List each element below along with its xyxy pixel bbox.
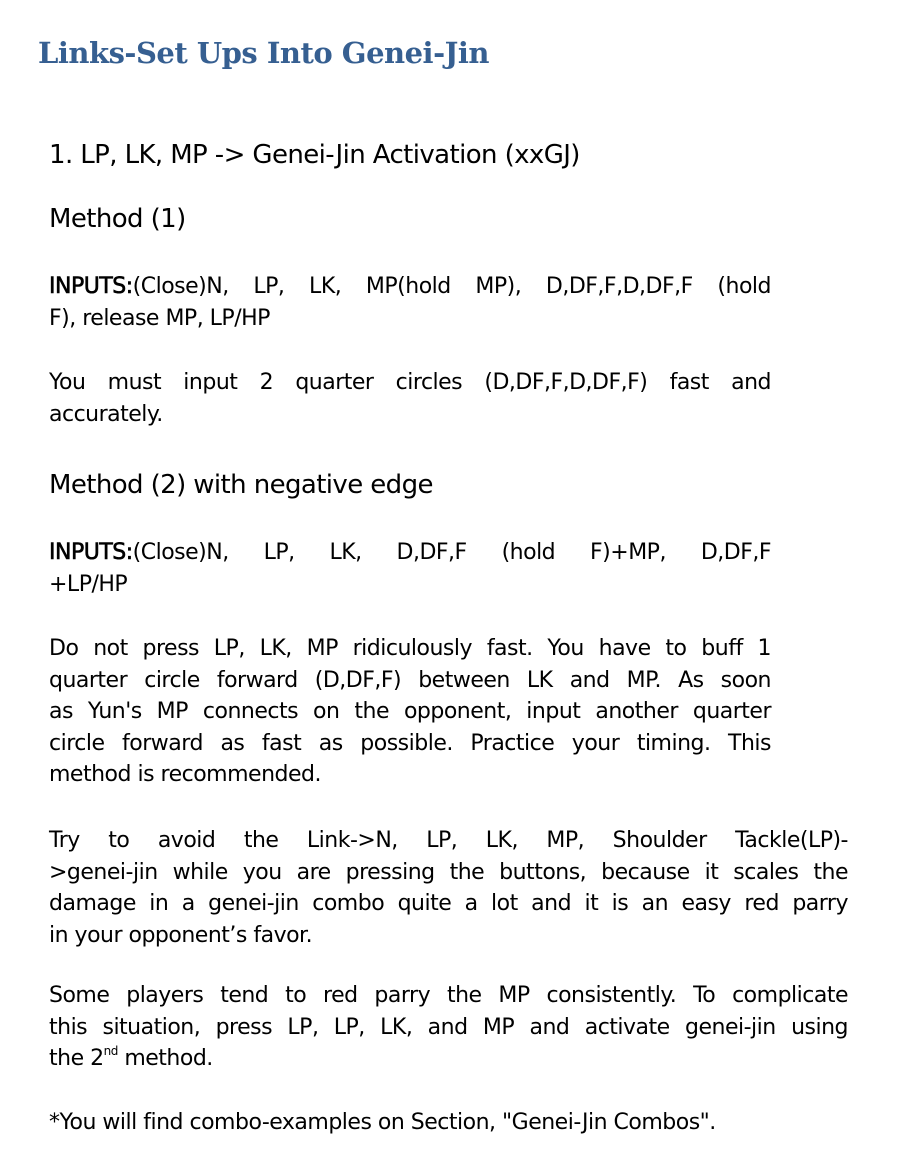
method2-note-line: method is recommended. (49, 762, 321, 787)
avoid-line: Try to avoid the Link->N, LP, LK, MP, Shoulder Tackle(LP)- (49, 828, 848, 853)
inputs-label: INPUTS: (49, 274, 133, 299)
avoid-line: damage in a genei-jin combo quite a lot and it is an easy red parry (49, 891, 848, 916)
method1-heading: Method (1) (49, 204, 186, 234)
avoid-line: >genei-jin while you are pressing the buttons, because it scales the (49, 859, 848, 885)
method2-note (49, 633, 771, 791)
avoid-line: in your opponent’s favor. (49, 922, 313, 948)
parry-line: the 2nd method. (49, 1044, 213, 1071)
method2-note-line: circle forward as fast as possible. Practice your timing. This (49, 730, 771, 756)
inputs-label: INPUTS: (49, 540, 133, 565)
method2-inputs-line: INPUTS:(Close)N, LP, LK, D,DF,F (hold F)+MP, D,DF,F (49, 540, 771, 565)
method2-inputs (49, 537, 771, 600)
method2-inputs-line: +LP/HP (49, 571, 128, 597)
footer-note-line: *You will find combo-examples on Section, "Genei-Jin Combos". (49, 1110, 716, 1135)
method1-inputs (49, 271, 771, 334)
parry-paragraph (49, 980, 848, 1075)
method1-inputs-line: INPUTS:(Close)N, LP, LK, MP(hold MP), D,DF,F,D,DF,F (hold (49, 274, 771, 299)
method2-note-line: as Yun's MP connects on the opponent, input another quarter (49, 699, 771, 724)
document-title: Links-Set Ups Into Genei-Jin (38, 36, 489, 70)
method2-heading: Method (2) with negative edge (49, 470, 433, 500)
section-heading: 1. LP, LK, MP -> Genei-Jin Activation (xxGJ) (49, 140, 580, 170)
method1-note-line: accurately. (49, 401, 163, 427)
parry-line: this situation, press LP, LP, LK, and MP and activate genei-jin using (49, 1014, 848, 1040)
method2-note-line: Do not press LP, LK, MP ridiculously fast. You have to buff 1 (49, 636, 771, 661)
method1-note (49, 367, 771, 430)
method1-inputs-line: F), release MP, LP/HP (49, 305, 270, 331)
parry-line: Some players tend to red parry the MP consistently. To complicate (49, 983, 848, 1008)
method1-note-line: You must input 2 quarter circles (D,DF,F,D,DF,F) fast and (49, 370, 771, 395)
ordinal-superscript: nd (103, 1044, 118, 1058)
method2-note-line: quarter circle forward (D,DF,F) between LK and MP. As soon (49, 667, 771, 693)
footer-note (49, 1107, 716, 1139)
avoid-paragraph (49, 825, 848, 951)
